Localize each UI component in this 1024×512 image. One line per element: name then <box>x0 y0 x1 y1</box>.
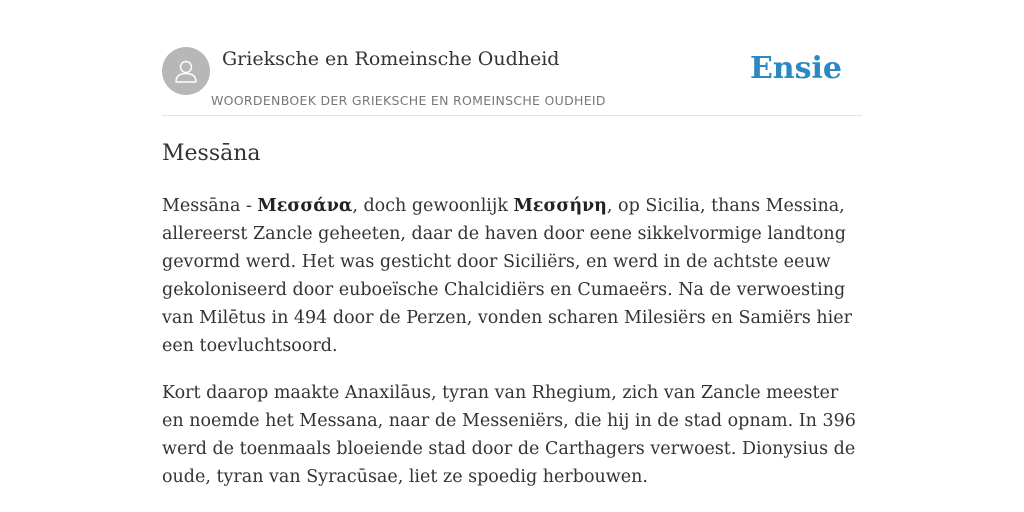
paragraph-1 <box>162 192 862 360</box>
site-header <box>162 46 862 116</box>
brand-logo[interactable]: Ensie <box>749 51 842 86</box>
term-separator: - <box>240 196 258 216</box>
greek-name-1: Μεσσάνα <box>257 196 353 216</box>
avatar[interactable] <box>162 47 210 95</box>
entry-term: Messāna <box>162 196 241 216</box>
paragraph-2: Kort daarop maakte Anaxilāus, tyran van Rhegium, zich van Zancle meester en noemde het Messana, naar de Messeniërs, die hij in de stad opnam. In 396 werd de toenmaals bloeiende stad door de Carthagers verwoest. Dionysius de oude, tyran van Syracūsae, liet ze spoedig herbouwen. <box>162 383 856 487</box>
user-icon <box>172 57 200 85</box>
entry-content <box>162 192 862 510</box>
site-subtitle: WOORDENBOEK DER GRIEKSCHE EN ROMEINSCHE OUDHEID <box>211 93 606 108</box>
entry-title: Messāna <box>162 141 261 166</box>
paragraph-1-middle: , doch gewoonlijk <box>352 196 514 216</box>
site-title[interactable]: Grieksche en Romeinsche Oudheid <box>222 48 560 70</box>
paragraph-1-rest: , op Sicilia, thans Messina, allereerst Zancle geheeten, daar de haven door eene sikkelvormige landtong gevormd werd. Het was gesticht door Siciliërs, en werd in de achtste eeuw gekoloniseerd door euboeïsche Chalcidiërs en Cumaeërs. Na de verwoesting van Milētus in 494 door de Perzen, vonden scharen Milesiërs en Samiërs hier een toevluchtsoord. <box>162 196 852 356</box>
greek-name-2: Μεσσήνη <box>513 196 607 216</box>
